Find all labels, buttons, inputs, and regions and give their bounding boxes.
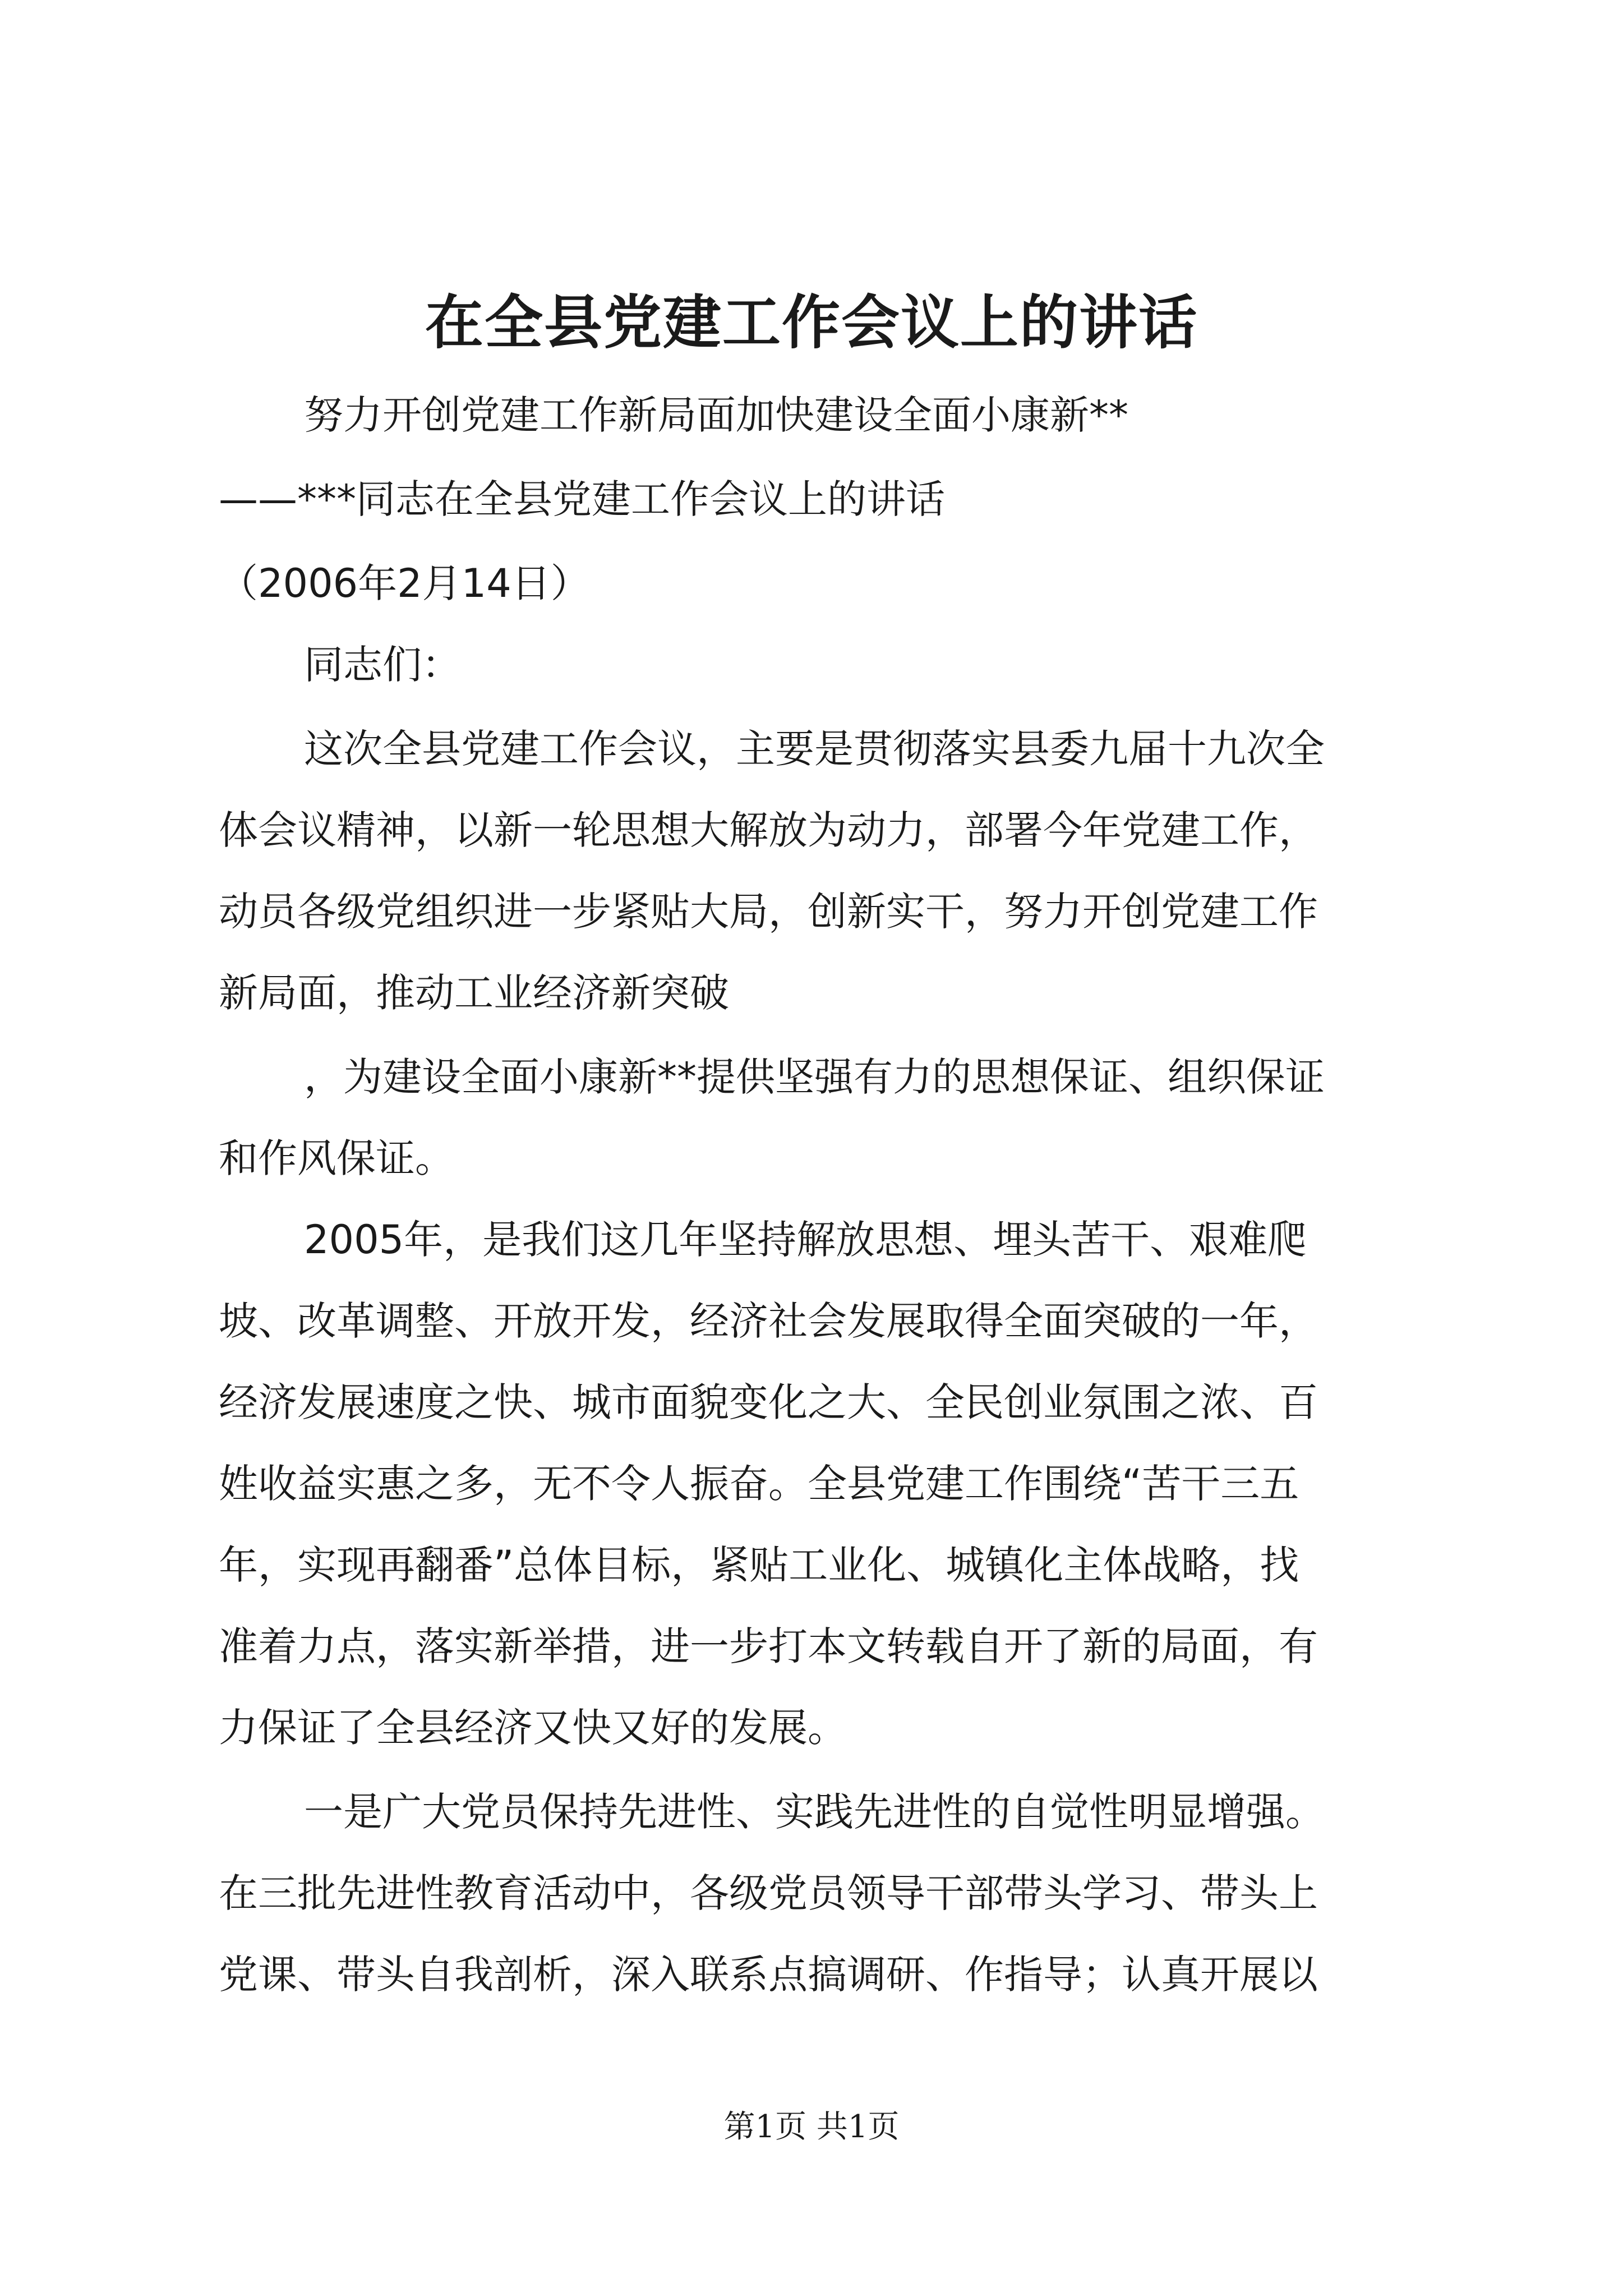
- paragraph-line: ，为建设全面小康新**提供坚强有力的思想保证、组织保证: [304, 1054, 1325, 1100]
- salutation: 同志们：: [304, 642, 461, 688]
- paragraph-line: 在三批先进性教育活动中，各级党员领导干部带头学习、带头上: [219, 1870, 1318, 1916]
- paragraph-line: 坡、改革调整、开放开发，经济社会发展取得全面突破的一年，: [219, 1298, 1318, 1344]
- paragraph-line: 经济发展速度之快、城市面貌变化之大、全民创业氛围之浓、百: [219, 1379, 1318, 1425]
- document-subtitle: 努力开创党建工作新局面加快建设全面小康新**: [304, 392, 1128, 438]
- document-byline: ——***同志在全县党建工作会议上的讲话: [219, 476, 945, 522]
- paragraph-line: 姓收益实惠之多，无不令人振奋。全县党建工作围绕“苦干三五: [219, 1461, 1299, 1507]
- paragraph-line: 2005年，是我们这几年坚持解放思想、埋头苦干、艰难爬: [304, 1217, 1307, 1263]
- document-date: （2006年2月14日）: [219, 560, 590, 606]
- paragraph-line: 和作风保证。: [219, 1135, 454, 1181]
- document-title: 在全县党建工作会议上的讲话: [425, 288, 1198, 357]
- paragraph-line: 动员各级党组织进一步紧贴大局，创新实干，努力开创党建工作: [219, 889, 1318, 935]
- paragraph-line: 年，实现再翻番”总体目标，紧贴工业化、城镇化主体战略，找: [219, 1542, 1299, 1588]
- paragraph-line: 党课、带头自我剖析，深入联系点搞调研、作指导；认真开展以: [219, 1952, 1318, 1998]
- paragraph-line: 这次全县党建工作会议，主要是贯彻落实县委九届十九次全: [304, 726, 1325, 772]
- page-footer: 第1页 共1页: [723, 2109, 900, 2145]
- paragraph-line: 体会议精神，以新一轮思想大解放为动力，部署今年党建工作，: [219, 807, 1318, 853]
- paragraph-line: 新局面，推动工业经济新突破: [219, 970, 729, 1016]
- paragraph-line: 力保证了全县经济又快又好的发展。: [219, 1705, 847, 1751]
- paragraph-line: 准着力点，落实新举措，进一步打本文转载自开了新的局面，有: [219, 1623, 1318, 1669]
- paragraph-line: 一是广大党员保持先进性、实践先进性的自觉性明显增强。: [304, 1789, 1325, 1835]
